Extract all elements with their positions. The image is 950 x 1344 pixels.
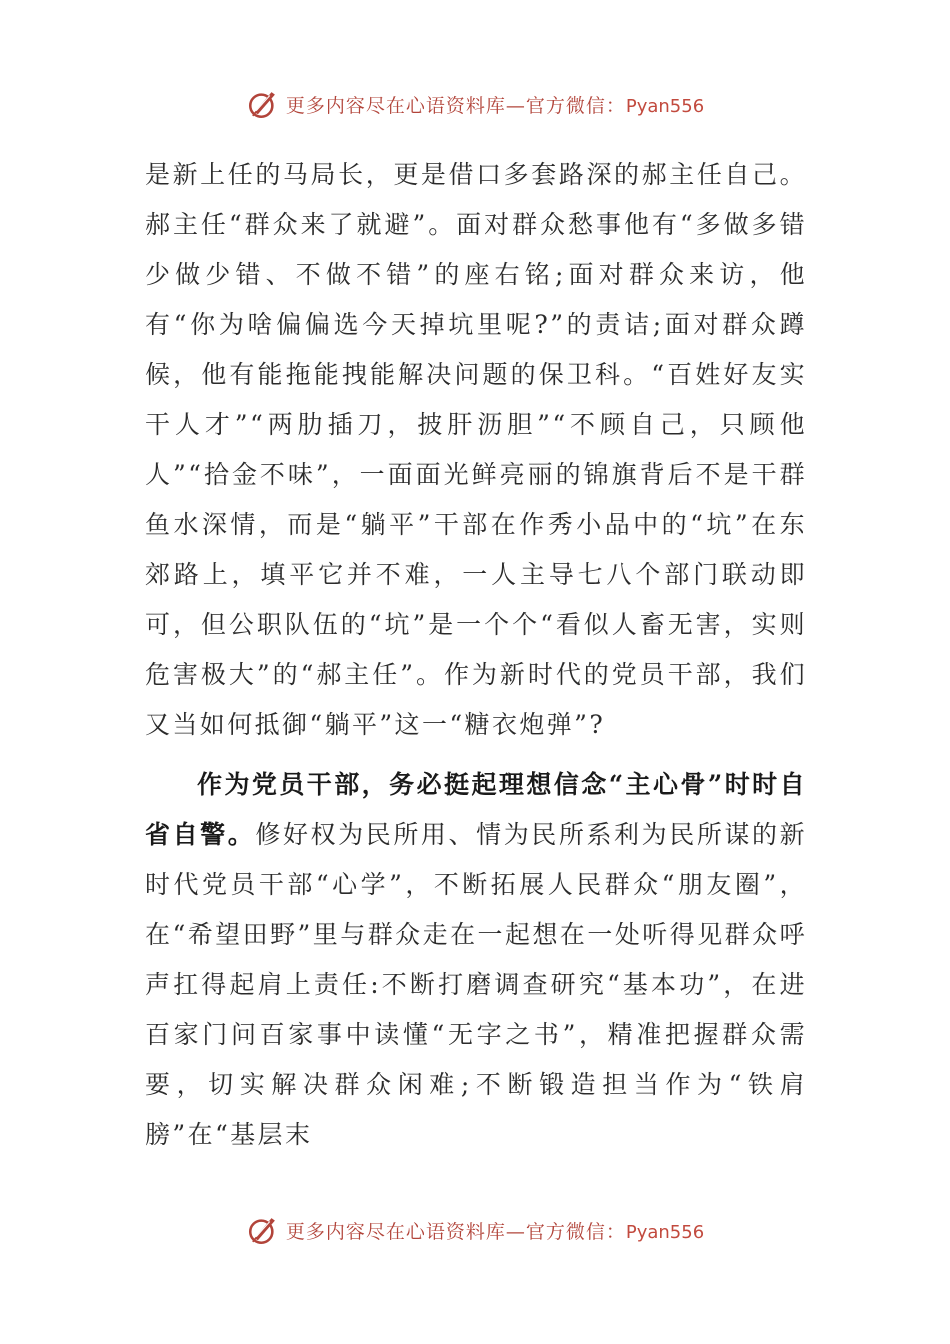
header-banner: [0, 84, 950, 124]
paragraph-2-text: 修好权为民所用、情为民所系利为民所谋的新时代党员干部“心学”，不断拓展人民群众“朋友圈”，在“希望田野”里与群众走在一起想在一处听得见群众呼声扛得起肩上责任:不断打磨调查研究“基本功”，在进百家门问百家事中读懂“无字之书”，精准把握群众需要，切实解决群众闲难;不断锻造担当作为“铁肩膀”在“基层末: [145, 820, 807, 1149]
quill-pen-circle-icon: [246, 87, 280, 121]
paragraph-2: [145, 760, 807, 1160]
quill-pen-circle-icon: [246, 1213, 280, 1247]
header-wechat-id: Pyan556: [625, 95, 705, 117]
paragraph-2-heading: 作为党员干部，务必挺起理想信念“主心骨”时时自省自警。: [145, 770, 807, 849]
footer-banner: [0, 1210, 950, 1250]
paragraph-1: 是新上任的马局长，更是借口多套路深的郝主任自己。郝主任“群众来了就避”。面对群众愁事他有“多做多错少做少错、不做不错”的座右铭;面对群众来访，他有“你为啥偏偏选今天掉坑里呢?”的责诘;面对群众蹲候，他有能拖能拽能解决问题的保卫科。“百姓好友实干人才”“两肋插刀，披肝沥胆”“不顾自己，只顾他人”“拾金不味”，一面面光鲜亮丽的锦旗背后不是干群鱼水深情，而是“躺平”干部在作秀小品中的“坑”在东郊路上，填平它并不难，一人主导七八个部门联动即可，但公职队伍的“坑”是一个个“看似人畜无害，实则危害极大”的“郝主任”。作为新时代的党员干部，我们又当如何抵御“躺平”这一“糖衣炮弹”?: [145, 160, 807, 739]
footer-wechat-id: Pyan556: [625, 1221, 705, 1243]
header-banner-text: 更多内容尽在心语资料库—官方微信：Pyan556: [285, 94, 705, 117]
footer-banner-text: 更多内容尽在心语资料库—官方微信：Pyan556: [285, 1220, 705, 1243]
document-body: [145, 150, 807, 1160]
